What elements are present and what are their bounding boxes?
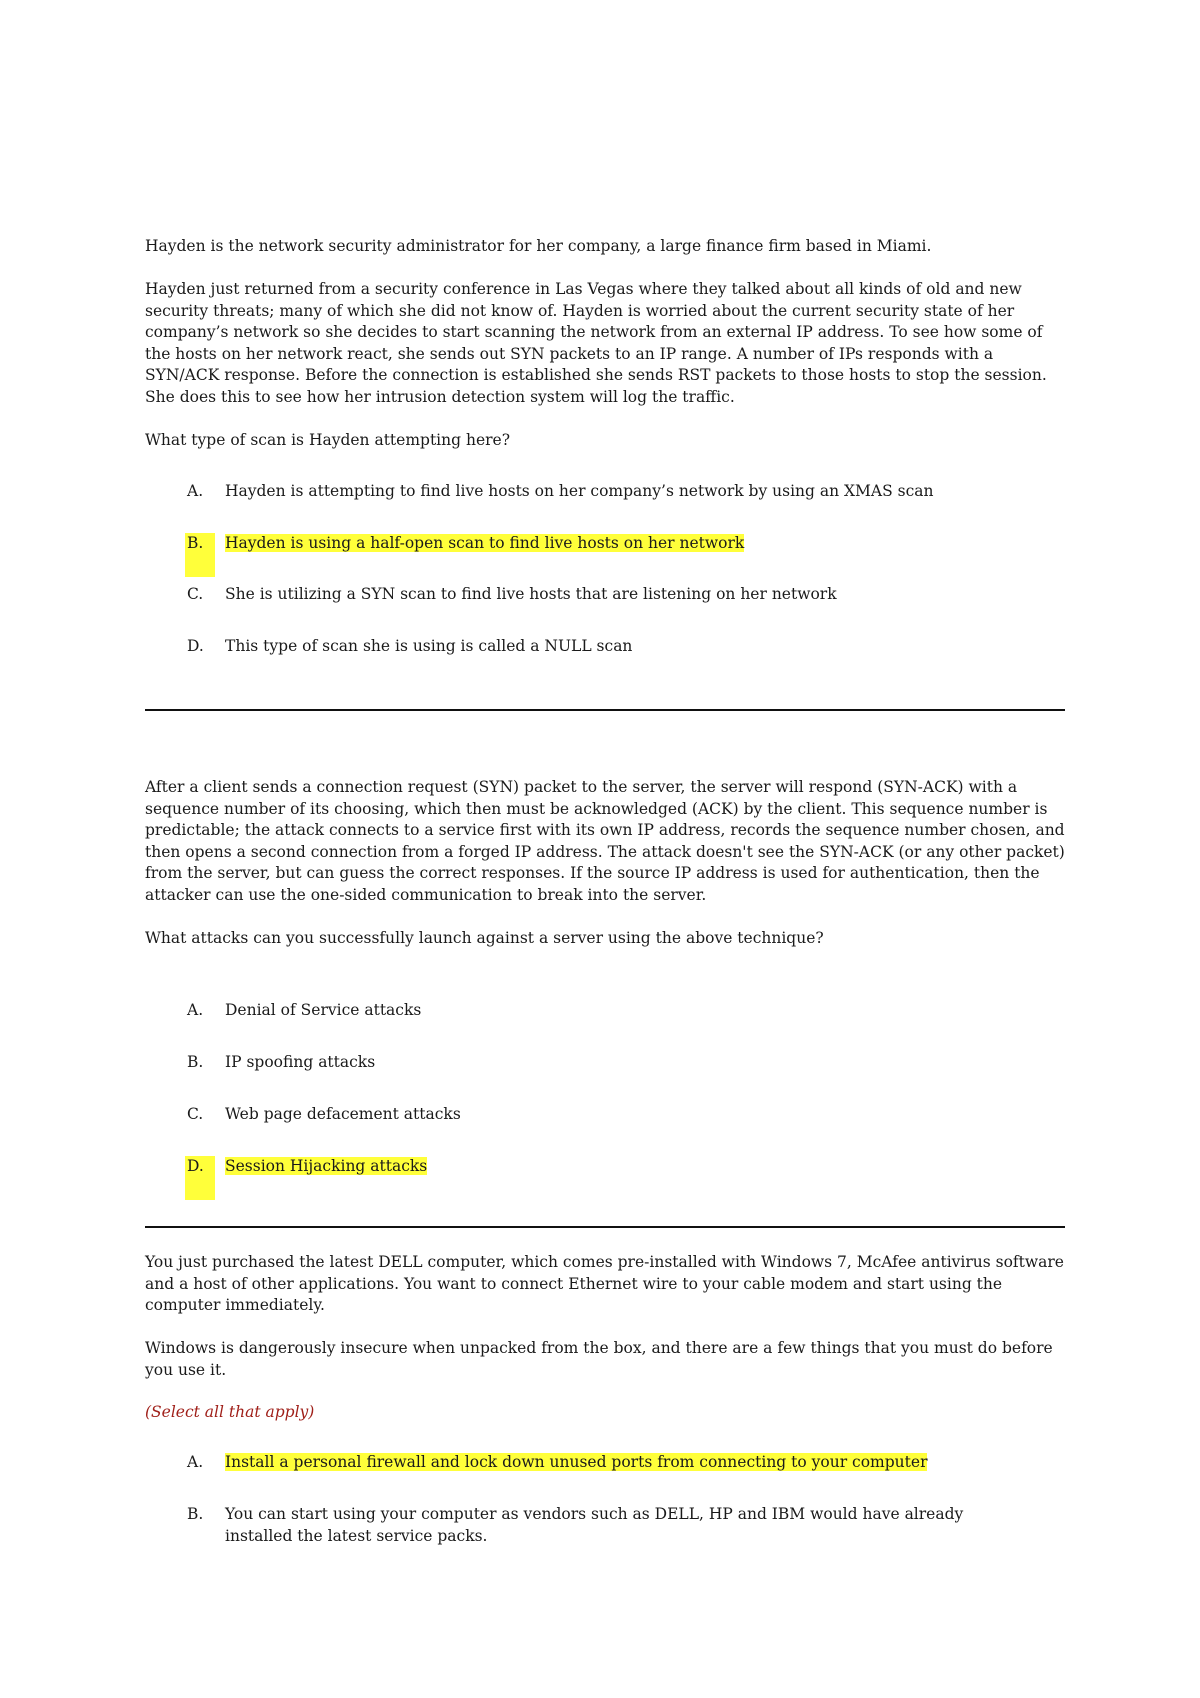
option-text [225,533,1067,555]
section-divider [145,709,1065,711]
q3-body [145,1252,1065,1317]
option-letter: C. [187,585,204,603]
option-letter: B. [187,1505,204,1523]
q3-note [145,1402,1065,1424]
q2-body-text: After a client sends a connection request (SYN) packet to the server, the server will respond (SYN-ACK) with a sequence number of its choosing, which then must be acknowledged (ACK) by the client. This sequence number is predictable; the attack connects to a service first with its own IP address, records the sequence number chosen, and then opens a second connection from a forged IP address. The attack doesn't see the SYN-ACK (or any other packet) from the server, but can guess the correct responses. If the source IP address is used for authentication, then the attacker can use the one-sided communication to break into the server. [145,778,1065,904]
q1-question [145,430,1065,452]
q2-option-b [187,1052,1067,1074]
select-all-note: (Select all that apply) [145,1403,315,1421]
option-letter: A. [187,482,204,500]
q2-option-c [187,1104,1067,1126]
option-letter: B. [187,1053,204,1071]
option-text: Denial of Service attacks [225,1001,422,1019]
q3-body2 [145,1338,1065,1381]
option-letter: D. [187,1157,204,1175]
q2-body [145,777,1065,906]
option-text [225,1156,1067,1178]
q3-body-text: You just purchased the latest DELL computer, which comes pre-installed with Windows 7, McAfee antivirus software and a host of other applications. You want to connect Ethernet wire to your cable modem and start using the computer immediately. [145,1253,1064,1314]
q1-intro-text: Hayden is the network security administrator for her company, a large finance firm based in Miami. [145,237,932,255]
option-text: You can start using your computer as vendors such as DELL, HP and IBM would have already installed the latest service packs. [225,1505,964,1545]
q3-body2-text: Windows is dangerously insecure when unpacked from the box, and there are a few things that you must do before you use it. [145,1339,1053,1379]
q3-option-b [187,1504,1017,1547]
option-letter-highlighted [187,533,225,555]
option-text: IP spoofing attacks [225,1053,376,1071]
q2-option-d [187,1156,1067,1178]
option-text: Web page defacement attacks [225,1105,461,1123]
q1-option-c [187,584,1067,606]
answer-text-highlighted: Session Hijacking attacks [225,1157,428,1175]
option-letter: A. [187,1453,204,1471]
section-divider [145,1226,1065,1228]
option-letter: D. [187,637,204,655]
option-letter: C. [187,1105,204,1123]
option-letter-highlighted [187,1156,225,1178]
q1-option-b [187,533,1067,555]
q1-question-text: What type of scan is Hayden attempting here? [145,431,511,449]
q1-option-d [187,636,1067,658]
q1-body-text: Hayden just returned from a security conference in Las Vegas where they talked about all kinds of old and new security threats; many of which she did not know of. Hayden is worried about the current security state of her company’s network so she decides to start scanning the network from an external IP address. To see how some of the hosts on her network react, she sends out SYN packets to an IP range. A number of IPs responds with a SYN/ACK response. Before the connection is established she sends RST packets to those hosts to stop the session. She does this to see how her intrusion detection system will log the traffic. [145,280,1047,406]
answer-text-highlighted: Hayden is using a half-open scan to find live hosts on her network [225,534,745,552]
q2-question-text: What attacks can you successfully launch against a server using the above technique? [145,929,824,947]
option-text: This type of scan she is using is called a NULL scan [225,637,633,655]
q1-body [145,279,1065,408]
answer-text-highlighted: Install a personal firewall and lock down unused ports from connecting to your computer [225,1453,928,1471]
q2-option-a [187,1000,1067,1022]
option-text [225,1452,1067,1474]
option-letter: B. [187,534,204,552]
q2-question [145,928,1065,950]
q1-intro [145,236,1065,258]
option-text: Hayden is attempting to find live hosts on her company’s network by using an XMAS scan [225,482,934,500]
option-letter: A. [187,1001,204,1019]
q1-option-a [187,481,1067,503]
q3-option-a [187,1452,1067,1474]
option-text: She is utilizing a SYN scan to find live hosts that are listening on her network [225,585,837,603]
